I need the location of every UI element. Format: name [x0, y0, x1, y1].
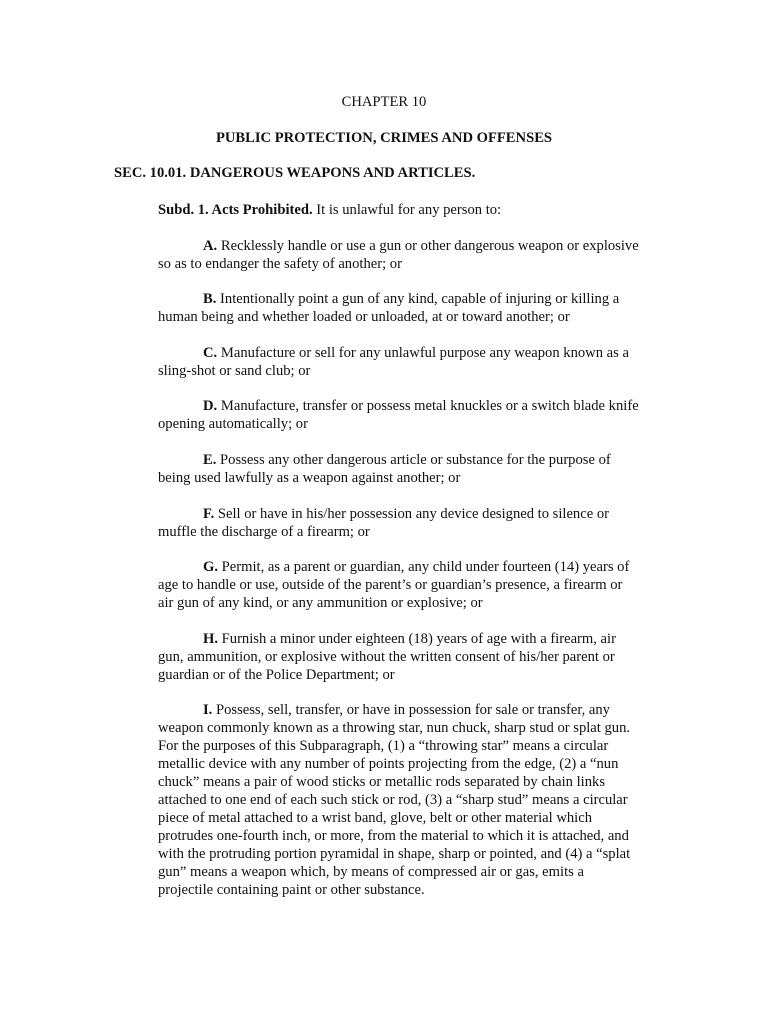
item-line: Permit, as a parent or guardian, any child under fourteen (14) years of — [221, 559, 630, 575]
list-item — [158, 630, 658, 684]
item-label: A. — [203, 238, 218, 254]
chapter-title: PUBLIC PROTECTION, CRIMES AND OFFENSES — [215, 130, 553, 146]
item-line: with the protruding portion pyramidal in shape, sharp or pointed, and (4) a “splat — [158, 846, 631, 862]
list-item — [158, 505, 658, 541]
item-line: guardian or of the Police Department; or — [158, 667, 395, 683]
list-item — [158, 290, 658, 326]
item-line: Manufacture, transfer or possess metal knuckles or a switch blade knife — [220, 398, 639, 414]
item-line: Sell or have in his/her possession any device designed to silence or — [217, 506, 609, 522]
list-item — [158, 237, 658, 273]
item-line: metallic device with any number of points projecting from the edge, (2) a “nun — [158, 756, 619, 772]
item-label: D. — [203, 398, 218, 414]
item-line: gun, ammunition, or explosive without the written consent of his/her parent or — [158, 649, 615, 665]
item-line: Intentionally point a gun of any kind, capable of injuring or killing a — [220, 291, 620, 307]
item-line: Recklessly handle or use a gun or other dangerous weapon or explosive — [220, 238, 639, 254]
item-line: air gun of any kind, or any ammunition or explosive; or — [158, 595, 483, 611]
section-heading: SEC. 10.01. DANGEROUS WEAPONS AND ARTICLES. — [114, 165, 476, 181]
item-line: sling-shot or sand club; or — [158, 363, 311, 379]
item-line: being used lawfully as a weapon against another; or — [158, 470, 461, 486]
item-line: human being and whether loaded or unloaded, at or toward another; or — [158, 309, 570, 325]
item-label: E. — [203, 452, 217, 468]
item-line: For the purposes of this Subparagraph, (1) a “throwing star” means a circular — [158, 738, 609, 754]
item-label: G. — [203, 559, 218, 575]
list-item — [158, 451, 658, 487]
subdivision-text: It is unlawful for any person to: — [316, 202, 502, 218]
chapter-heading: CHAPTER 10 — [341, 94, 427, 110]
item-line: opening automatically; or — [158, 416, 308, 432]
subdivision-label: Subd. 1. Acts Prohibited. — [158, 202, 313, 218]
item-label: I. — [203, 702, 213, 718]
item-line: projectile containing paint or other substance. — [158, 882, 425, 898]
item-label: H. — [203, 631, 218, 647]
item-line: chuck” means a pair of wood sticks or metallic rods separated by chain links — [158, 774, 605, 790]
item-line: muffle the discharge of a firearm; or — [158, 524, 370, 540]
item-line: Manufacture or sell for any unlawful purpose any weapon known as a — [220, 345, 629, 361]
item-label: C. — [203, 345, 218, 361]
item-label: F. — [203, 506, 215, 522]
item-line: so as to endanger the safety of another; or — [158, 256, 402, 272]
item-line: attached to one end of each such stick or rod, (3) a “sharp stud” means a circular — [158, 792, 628, 808]
list-item — [158, 397, 658, 433]
item-line: piece of metal attached to a wrist band, glove, belt or other material which — [158, 810, 593, 826]
list-item — [158, 344, 658, 380]
item-line: Furnish a minor under eighteen (18) years of age with a firearm, air — [221, 631, 616, 647]
item-line: weapon commonly known as a throwing star, nun chuck, sharp stud or splat gun. — [158, 720, 631, 736]
item-label: B. — [203, 291, 217, 307]
item-line: Possess, sell, transfer, or have in possession for sale or transfer, any — [215, 702, 610, 718]
list-item — [158, 701, 658, 899]
list-item — [158, 558, 658, 612]
item-line: Possess any other dangerous article or substance for the purpose of — [220, 452, 611, 468]
item-line: gun” means a weapon which, by means of compressed air or gas, emits a — [158, 864, 584, 880]
item-line: age to handle or use, outside of the parent’s or guardian’s presence, a firearm or — [158, 577, 623, 593]
subdivision-paragraph — [158, 201, 501, 219]
item-line: protrudes one-fourth inch, or more, from the material to which it is attached, and — [158, 828, 629, 844]
